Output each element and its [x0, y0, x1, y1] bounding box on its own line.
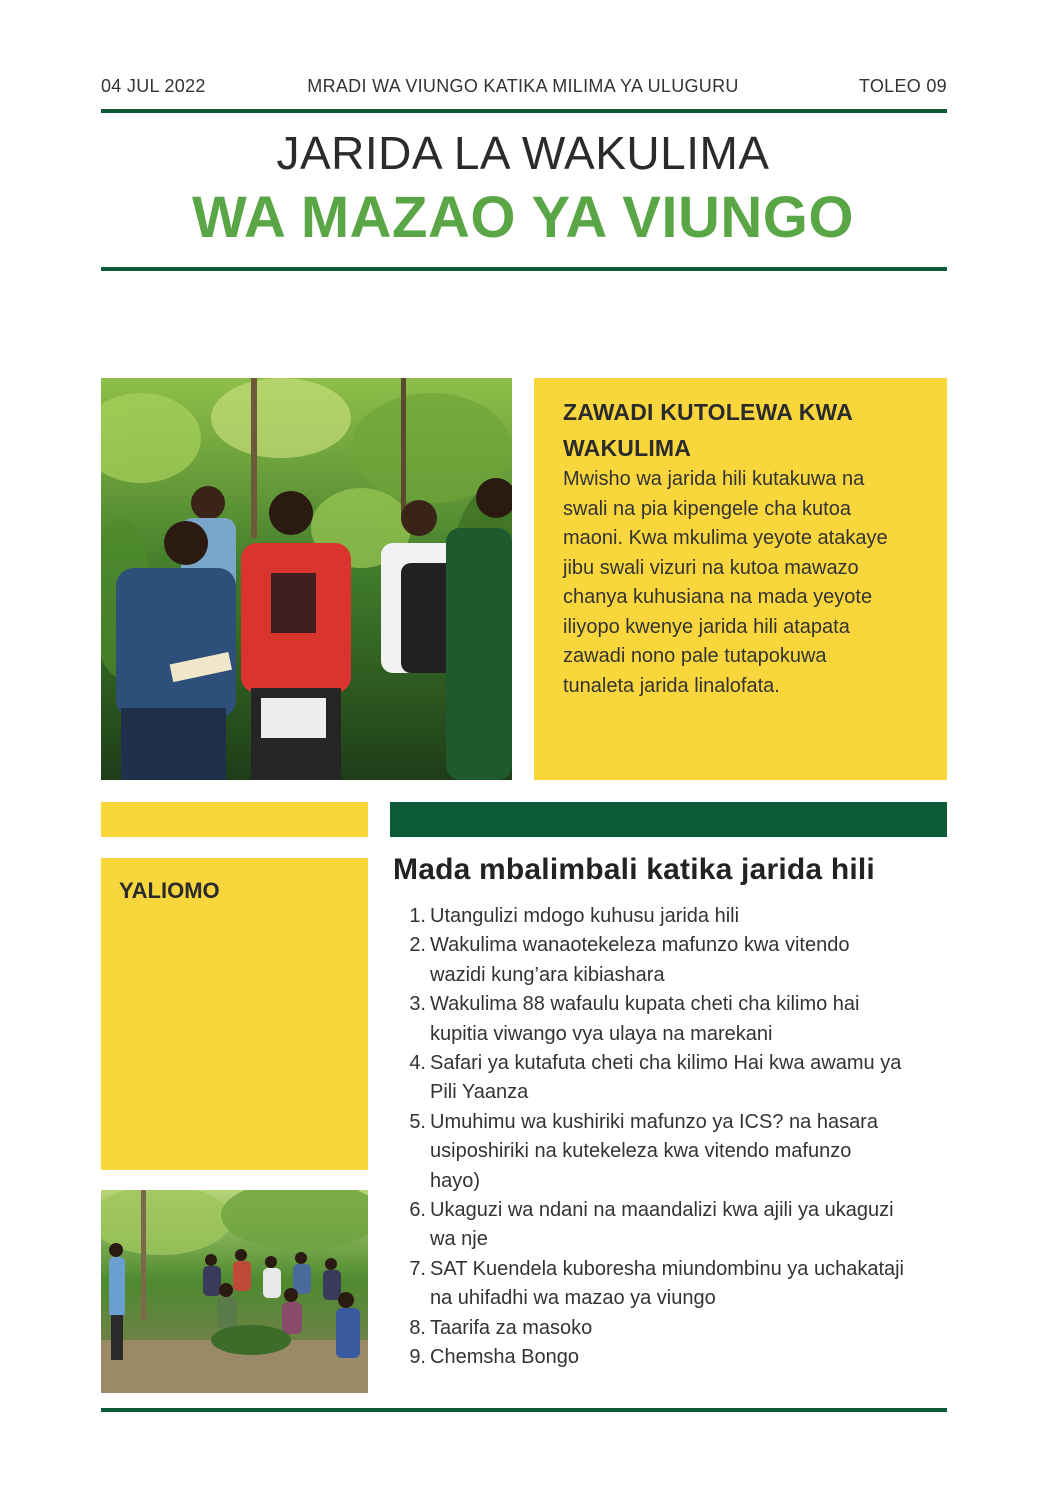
topic-line: Safari ya kutafuta cheti cha kilimo Hai kwa awamu ya	[430, 1052, 902, 1075]
footer-rule	[101, 1408, 947, 1412]
zawadi-heading-line-1: ZAWADI KUTOLEWA KWA	[563, 399, 854, 425]
header-rule-top	[101, 109, 947, 113]
topic-line: Utangulizi mdogo kuhusu jarida hili	[430, 905, 740, 927]
topics-list	[400, 902, 950, 1373]
topic-line: wa nje	[430, 1228, 488, 1251]
topic-line: Pili Yaanza	[430, 1081, 529, 1104]
zawadi-heading	[563, 394, 853, 466]
topic-number: 6.	[409, 1199, 426, 1222]
zawadi-line: zawadi nono pale tutapokuwa	[563, 645, 827, 667]
topic-number: 5.	[409, 1110, 426, 1133]
topic-line: wazidi kung’ara kibiashara	[430, 963, 665, 986]
topic-number: 1.	[409, 905, 426, 927]
zawadi-line: Mwisho wa jarida hili kutakuwa na	[563, 468, 865, 490]
topic-line: Wakulima 88 wafaulu kupata cheti cha kilimo hai	[430, 993, 860, 1016]
topic-item	[400, 1108, 950, 1196]
topic-line: SAT Kuendela kuboresha miundombinu ya uchakataji	[430, 1257, 905, 1280]
topic-number: 4.	[409, 1052, 426, 1075]
topic-number: 8.	[409, 1316, 426, 1339]
zawadi-heading-line-2: WAKULIMA	[563, 435, 692, 461]
yaliomo-box	[101, 858, 368, 1170]
title-line-1: JARIDA LA WAKULIMA	[276, 127, 770, 179]
zawadi-box	[534, 378, 947, 780]
zawadi-line: iliyopo kwenye jarida hili atapata	[563, 615, 850, 638]
topic-item	[400, 1196, 950, 1255]
topic-item	[400, 1343, 950, 1372]
farmers-meeting-photo	[101, 1190, 368, 1393]
topic-line: usiposhiriki na kutekeleza kwa vitendo mafunzo	[430, 1140, 852, 1163]
topic-line: Wakulima wanaotekeleza mafunzo kwa vitendo	[430, 934, 850, 957]
topic-number: 9.	[409, 1346, 426, 1369]
title-line-2: WA MAZAO YA VIUNGO	[191, 185, 855, 250]
topic-item	[400, 1049, 950, 1108]
zawadi-line: jibu swali vizuri na kutoa mawazo	[563, 556, 859, 579]
topic-number: 3.	[409, 993, 426, 1016]
topic-number: 2.	[409, 934, 426, 957]
yaliomo-label: YALIOMO	[119, 878, 220, 903]
topic-line: Ukaguzi wa ndani na maandalizi kwa ajili ya ukaguzi	[430, 1199, 894, 1222]
topic-item	[400, 931, 950, 990]
topic-item	[400, 1255, 950, 1314]
topic-item	[400, 990, 950, 1049]
green-divider-bar	[390, 802, 947, 837]
header-rule-bottom	[101, 267, 947, 271]
topic-line: Chemsha Bongo	[430, 1346, 579, 1369]
issue-number: TOLEO 09	[858, 76, 947, 96]
topic-item	[400, 902, 950, 931]
zawadi-line: swali na pia kipengele cha kutoa	[563, 497, 851, 520]
yellow-divider-bar	[101, 802, 368, 837]
topic-line: kupitia viwango vya ulaya na marekani	[430, 1022, 773, 1045]
topic-line: hayo)	[430, 1169, 481, 1192]
farmers-group-photo	[101, 378, 512, 780]
topic-line: na uhifadhi wa mazao ya viungo	[430, 1287, 716, 1310]
zawadi-body	[563, 465, 888, 701]
topic-number: 7.	[409, 1257, 426, 1280]
topic-item	[400, 1314, 950, 1343]
mada-heading: Mada mbalimbali katika jarida hili	[393, 853, 875, 886]
issue-date: 04 JUL 2022	[101, 76, 206, 96]
zawadi-line: tunaleta jarida linalofata.	[563, 674, 780, 697]
zawadi-line: chanya kuhusiana na mada yeyote	[563, 586, 873, 608]
zawadi-line: maoni. Kwa mkulima yeyote atakaye	[563, 527, 888, 549]
topic-line: Umuhimu wa kushiriki mafunzo ya ICS? na hasara	[430, 1110, 878, 1133]
project-name: MRADI WA VIUNGO KATIKA MILIMA YA ULUGURU	[307, 76, 739, 96]
topic-line: Taarifa za masoko	[430, 1316, 593, 1339]
